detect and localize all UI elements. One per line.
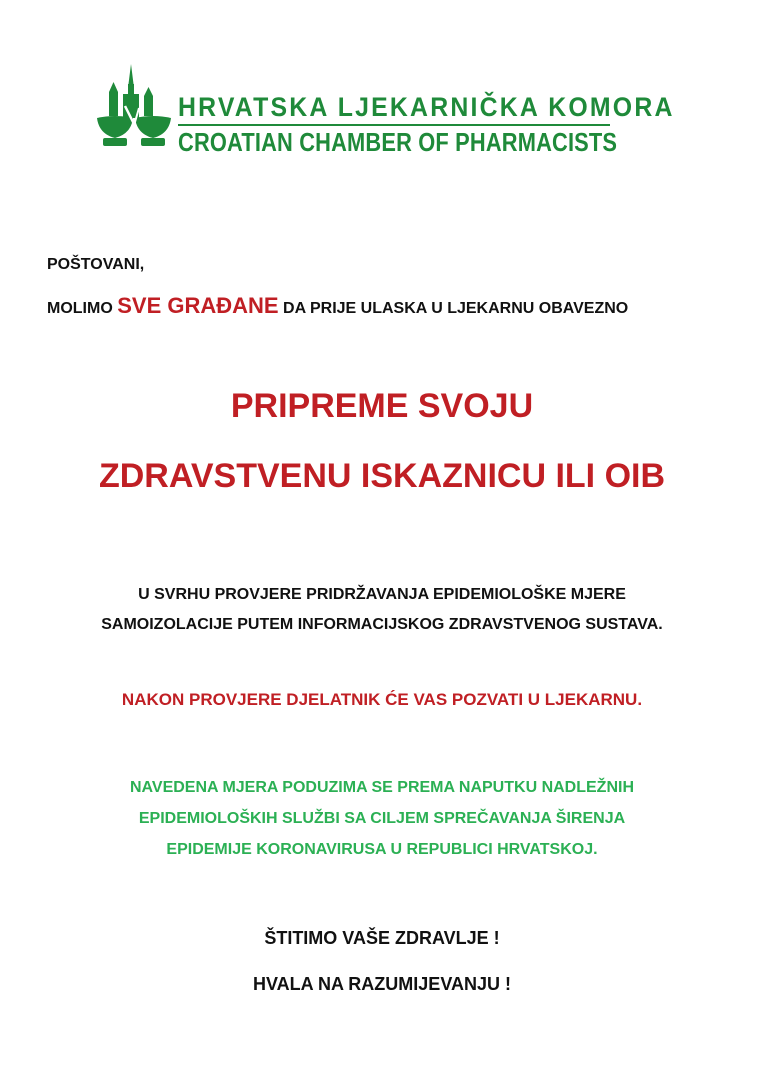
purpose-line-2: SAMOIZOLACIJE PUTEM INFORMACIJSKOG ZDRAVSTVENOG SUSTAVA. <box>101 616 663 633</box>
request-suffix: DA PRIJE ULASKA U LJEKARNU OBAVEZNO <box>278 300 629 317</box>
info-line-3: EPIDEMIJE KORONAVIRUSA U REPUBLICI HRVATSKOJ. <box>166 841 598 858</box>
staff-notice: NAKON PROVJERE DJELATNIK ĆE VAS POZVATI U LJEKARNU. <box>121 690 643 709</box>
purpose-line-1: U SVRHU PROVJERE PRIDRŽAVANJA EPIDEMIOLOŠKE MJERE <box>138 586 626 603</box>
org-name-english: CROATIAN CHAMBER OF PHARMACISTS <box>178 127 618 157</box>
purpose-paragraph <box>0 580 764 640</box>
closing-line-2: HVALA NA RAZUMIJEVANJU ! <box>252 974 511 994</box>
main-message-line-2: ZDRAVSTVENU ISKAZNICU ILI OIB <box>98 457 666 495</box>
request-highlight: SVE GRAĐANE <box>117 293 279 318</box>
org-name-croatian: HRVATSKA LJEKARNIČKA KOMORA <box>178 92 675 122</box>
closing-line-1: ŠTITIMO VAŠE ZDRAVLJE ! <box>264 928 500 948</box>
request-prefix: MOLIMO <box>47 300 118 317</box>
info-line-2: EPIDEMIOLOŠKIH SLUŽBI SA CILJEM SPREČAVANJA ŠIRENJA <box>138 810 626 827</box>
greeting: POŠTOVANI, <box>47 256 145 273</box>
main-message-line-1: PRIPREME SVOJU <box>230 387 534 425</box>
request-line <box>47 293 628 319</box>
header-divider <box>178 124 610 126</box>
closing-block <box>0 915 764 1007</box>
info-paragraph <box>0 772 764 865</box>
pharmacy-chamber-logo-icon <box>95 62 175 150</box>
info-line-1: NAVEDENA MJERA PODUZIMA SE PREMA NAPUTKU NADLEŽNIH <box>129 779 634 796</box>
